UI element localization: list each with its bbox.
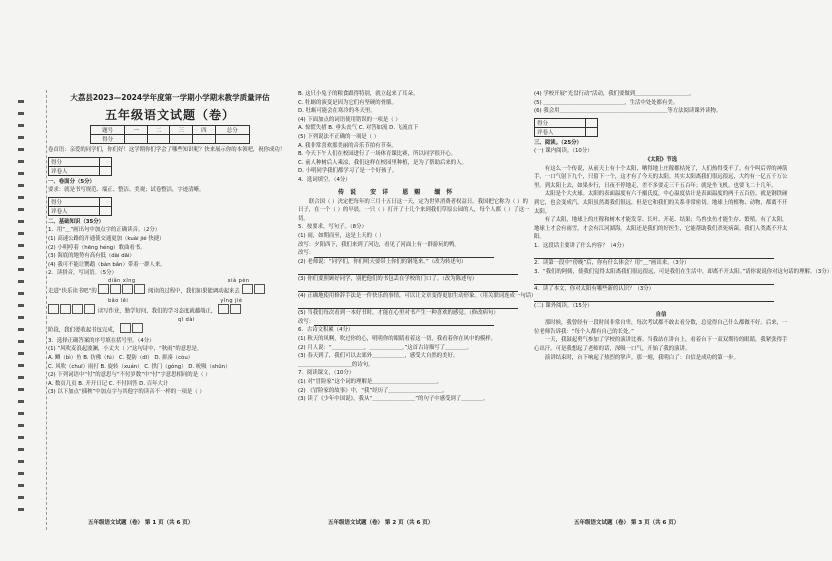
question-line: (3) 读了《少年中国说》，我从“＿＿＿＿＿＿＿＿”的句子中感受到了＿＿＿＿。 <box>298 396 489 403</box>
score-cell[interactable] <box>147 135 170 144</box>
question-line: (3) 海底的地势有高有低（dài dāi） <box>48 253 135 260</box>
question-line: (3) 春天到了，我们可以去郊外＿＿＿＿＿＿，感受大自然的美好。 <box>298 353 459 360</box>
question-6: 6．古诗文积累（4分） <box>298 327 354 334</box>
answer-row <box>534 276 788 285</box>
question-line: (1) 秋天的风啊，吹过你的心，明明你的眼睛看着这一切，我看着你在风中的模样。 <box>298 336 497 343</box>
grader-box: 得分 评卷人 <box>48 197 112 216</box>
question-line: D. 小明同学我们都学习了是一个好孩子。 <box>298 168 398 175</box>
question-line: 阶段，我们要收起书包完成， <box>48 323 292 337</box>
reading-question: 1．这段话主要讲了什么内容？（4分） <box>534 242 628 249</box>
question-line: (3) 你们要照顾好同学，别把他们的书包丢在学校的门口了。（改为陈述句） <box>298 275 478 282</box>
question-line <box>298 301 530 310</box>
question-line: (5) ＿＿＿＿＿＿＿＿＿＿＿＿＿＿＿，生活中处处都有美。 <box>534 99 679 106</box>
question-1: 1．用“＿”画出句中加点字的正确读音。（2分） <box>48 227 161 234</box>
question-line <box>298 283 530 292</box>
answer-boxes[interactable] <box>48 304 96 318</box>
question-line: (1) “风吹麦浪起波澜，小丈夫（ ）”这句诗中，“秋雨”的意思是。 <box>48 346 203 353</box>
passage-paragraph: 那时候，我曾经有一段时间非常自卑，每次考试都不敢去看分数，总觉得自己什么都做不好。后来，一位老师告诉我：“每个人都有自己的长处。” <box>534 320 788 335</box>
answer-line[interactable] <box>314 251 494 258</box>
passage-paragraph: 有这么一个传说，从前天上有十个太阳，晒得地上庄稼都枯死了，人们热得受不了。有个叫后羿的神箭手，一口气射下九个，只留下一个，这才有了今天的太阳。其实太阳离我们很远很远，大约有一亿五千万公里。到太阳上去，如果步行，日夜不停地走，差不多要走三千五百年；就是坐飞机，也要飞二十几年。 <box>534 165 788 189</box>
question-line: (1) 雨，如期而至，这是上天的（ ） <box>298 232 385 239</box>
answer-line[interactable] <box>534 252 774 259</box>
score-cell[interactable] <box>193 135 216 144</box>
subsection-heading: (一) 课内阅读。（10分） <box>534 148 593 155</box>
page-1 <box>48 90 292 530</box>
section-1-heading: 一、卷面分（5分） <box>48 178 95 185</box>
grader-name-cell[interactable] <box>100 166 112 175</box>
answer-line[interactable] <box>298 268 518 275</box>
question-line: (4) 下面加点的词语使用错误的一项是（ ） <box>298 116 401 123</box>
page-3 <box>534 90 832 530</box>
passage-paragraph: 一天，我鼓起勇气参加了学校的演讲比赛。当我站在讲台上，看着台下一双双期待的眼睛，我紧张得手心出汗。可是我想起了老师的话，深吸一口气，开始了我的演讲。 <box>534 337 788 353</box>
grader-box: 得分 评卷人 <box>534 118 598 137</box>
question-line: B. 今天下午人们在校园进行了一场体育课比赛，所以同学很开心。 <box>298 151 457 158</box>
grader-name-cell[interactable] <box>586 127 598 136</box>
grader-score-cell[interactable] <box>100 197 112 206</box>
reading-question: 2．读第一段中“傍晚”后，你有什么体会？用“＿”画出来。（3分） <box>534 260 690 267</box>
passage-paragraph: 太阳是个大火球。太阳的表面温度有六千摄氏度，中心温度估计是表面温度的两千五百倍。就是钢铁碰到它，也会变成汽。太阳虽然离我们很远，但是它和我们的关系非常密切。地球上的植物、动物，都离不开太阳。 <box>534 191 788 215</box>
answer-line[interactable] <box>298 285 518 292</box>
question-7: 7．阅读课文，（10分） <box>298 370 355 377</box>
question-line: 读写作业，勤学好问，我们的学习态度就越端正， <box>48 304 292 318</box>
score-cell[interactable] <box>125 135 148 144</box>
question-line: (6) 我会用＿＿＿＿＿＿＿＿＿＿＿＿＿＿＿＿＿＿＿＿等方法阅读课外读物。 <box>534 108 722 115</box>
question-line: (3) 以下加点“插秧”中加点字与其他字的读音不一样的一项是（ ） <box>48 389 205 396</box>
page-2 <box>298 90 537 530</box>
page-footer: 五年级语文试题（卷） 第 2 页（共 6 页） <box>328 520 434 526</box>
reading-question: 3．“我们的阿姨，使我们觉得太阳离我们很远很远，可是我们在生活中，却离不开太阳。”请你说说你对这句话的理解。（3分） <box>534 268 832 275</box>
question-line: D. 牡蛎可能会在寒冷的冬天里。 <box>298 108 376 115</box>
answer-boxes[interactable] <box>98 284 146 298</box>
question-2: 2．读拼音，写词语。（5分） <box>48 270 117 277</box>
question-line: A. 鲫（bì）鱼 B. 仿佛（fú） C. 提防（dī） D. 拼凑（còu） <box>48 354 194 361</box>
grader-name-cell[interactable] <box>100 206 112 215</box>
page-footer: 五年级语文试题（卷） 第 1 页（共 6 页） <box>88 520 194 526</box>
question-line: A. 惊慌失措 B. 垂头丧气 C. 对答如流 D. 飞流直下 <box>298 125 419 132</box>
section-2-heading: 二、基础知识（35分） <box>48 218 105 225</box>
question-line: (5) 当我们每次看到一本好书时，才能在心里对书产生一种喜欢的感觉。（修改病句） <box>298 310 499 317</box>
answer-boxes[interactable] <box>218 304 242 318</box>
passage-paragraph: 有了太阳，地球上的庄稼和树木才能发芽、长叶、开花、结果；鸟兽虫鱼才能生存、繁殖。有了太阳，地球上才会有雨雪，才会有江河湖海。太阳还是我们的好医生，它能帮助我们杀死病菌。我们人类离不开太阳。 <box>534 217 788 241</box>
question-line: 改写： <box>298 249 530 258</box>
score-table <box>90 125 250 144</box>
question-line: (2) 老师说：“同学们，你们明天要带上你们的钢笔来。”（改为转述句） <box>298 258 467 265</box>
grader-score-cell[interactable] <box>586 118 598 127</box>
question-line: C. 前人种树后人乘凉，我们这样在校园里种植，是为了帮助后来的人。 <box>298 159 467 166</box>
answer-row <box>534 293 788 302</box>
question-line: (4) 我可不能让鹦鹉（bàn bǎn）带着一群人来。 <box>48 261 166 268</box>
word-fill-passage: 联合国（ ）决定把每年的三月十五日这一天，定为世界消费者权益日。我国把它称为（ ）的日子，在一个（ ）的早晨，一只（ ）打开了十几个来到我们草原公园的人，每个人都（ ）了这一切。 <box>298 198 530 222</box>
score-table-row: 得分 <box>91 135 250 144</box>
word-bank: 传说 安详 恩赐 缅怀 <box>338 188 459 196</box>
question-line: (1) 高速公路的开通使交通更加（kuài jié 快捷） <box>48 235 165 242</box>
question-line: (4) 学校开展“光盘行动”活动，我们要做到＿＿＿＿＿＿＿＿＿＿。 <box>534 91 695 97</box>
question-line: (5) 下列说法不正确的一项是（ ） <box>298 133 380 140</box>
passage-paragraph: 演讲结束时，台下响起了热烈的掌声。那一刻，我明白了：自信是成功的第一步。 <box>544 354 739 361</box>
exam-title: 五年级语文试题（卷） <box>104 108 235 122</box>
question-line: A. 我非常喜欢那美丽的音乐节拍有节奏。 <box>298 142 397 149</box>
answer-line[interactable] <box>534 278 774 285</box>
question-line: 改写：夕阳西下，我们来到了河边，看见了河面上有一群游玩的鸭。 <box>298 241 460 248</box>
question-4: 4．选词填空。（4分） <box>298 176 351 183</box>
question-3: 3．选择正确答案的序号填在括号里。（4分） <box>48 337 155 344</box>
score-cell[interactable] <box>170 135 193 144</box>
score-table-row: 题号 一 二 三 四 总分 <box>91 126 250 135</box>
answer-boxes[interactable] <box>242 284 266 298</box>
question-line: C. 风吹（chuī）雨打 B. 旋转（xuán） C. 拱门（gǒng） D. 吮吸（shǔn） <box>48 363 231 370</box>
pinyin-row: qī dài <box>178 317 195 324</box>
section-1-note: 要求：就是书写规范、端正、整洁、美观；试卷整洁，字迹清晰。 <box>48 187 205 194</box>
question-line: (2) 月人说：“＿＿＿＿＿＿，＿＿＿＿＿＿。”这首古诗描写了＿＿＿＿。 <box>298 344 472 351</box>
grader-box: 得分 评卷人 <box>48 157 112 176</box>
question-line <box>298 266 530 275</box>
pinyin-row: diǎn xīng xià pèn <box>108 277 250 284</box>
exam-header: 大荔县2023—2024学年度第一学期小学期末教学质量评估 <box>70 93 270 102</box>
answer-line[interactable] <box>298 302 518 309</box>
grader-score-cell[interactable] <box>100 157 112 166</box>
pinyin-row: bǎo lěi yǐng jiè <box>108 297 243 304</box>
question-line: (1) 对“冒险家”这个词的理解是＿＿＿＿＿＿＿＿＿＿＿＿。 <box>298 379 443 385</box>
question-line: 走进“快乐读书吧”的 阅读的过程中，我们如果能调动起来去 <box>48 284 292 298</box>
question-line: (4) 正确地使用修辞手法是一件快乐的事情，可以让文章变得更加生动形象。（用关联词连成一句话） <box>298 293 537 300</box>
question-5: 5．按要求，写句子。（8分） <box>298 224 367 231</box>
answer-boxes[interactable] <box>120 323 144 337</box>
answer-row <box>534 251 788 260</box>
question-line: A. 数页几页 B. 开开日记 C. 不付回答 D. 百年大计 <box>48 380 169 387</box>
question-line: C. 牡蛎的演变是因为它们有坚硬的骨骼。 <box>298 99 397 106</box>
score-cell[interactable] <box>215 135 249 144</box>
passage-title: 《太阳》节选 <box>644 156 678 163</box>
question-line: (2) 下列词语中“付”的意思与“不付岁数”中“付”字意思相同的是（ ） <box>48 372 211 379</box>
section-3-heading: 三、阅读。（25分） <box>534 139 582 146</box>
intro-text: 卷首语：亲爱的同学们，你们好！这学期你们学会了哪些知识呢？快来展示你的本领吧，祝你成功！ <box>48 147 286 153</box>
question-line: 改写： <box>298 318 530 327</box>
question-line: ＿＿＿＿＿＿＿＿＿＿的诗句。 <box>298 361 374 368</box>
answer-line[interactable] <box>534 295 774 302</box>
exam-sheet <box>0 90 832 530</box>
subsection-heading: (二) 课外阅读。（15分） <box>534 303 593 310</box>
answer-line[interactable] <box>314 319 494 326</box>
reading-question: 4．读了本文，你对太阳有哪些新的认识？（3分） <box>534 285 655 292</box>
question-line: (2) 《冒险家的故事》中，“我”经历了＿＿＿＿＿＿＿＿＿＿。 <box>298 387 448 394</box>
question-line: (2) 小明哼着（hēng héng）歌曲看书。 <box>48 244 146 251</box>
passage-title: 自信 <box>655 311 667 318</box>
page-footer: 五年级语文试题（卷） 第 3 页（共 6 页） <box>574 520 680 526</box>
question-line: B. 这只小兔子的粮食跟得特别，就立起来了耳朵。 <box>298 91 419 97</box>
